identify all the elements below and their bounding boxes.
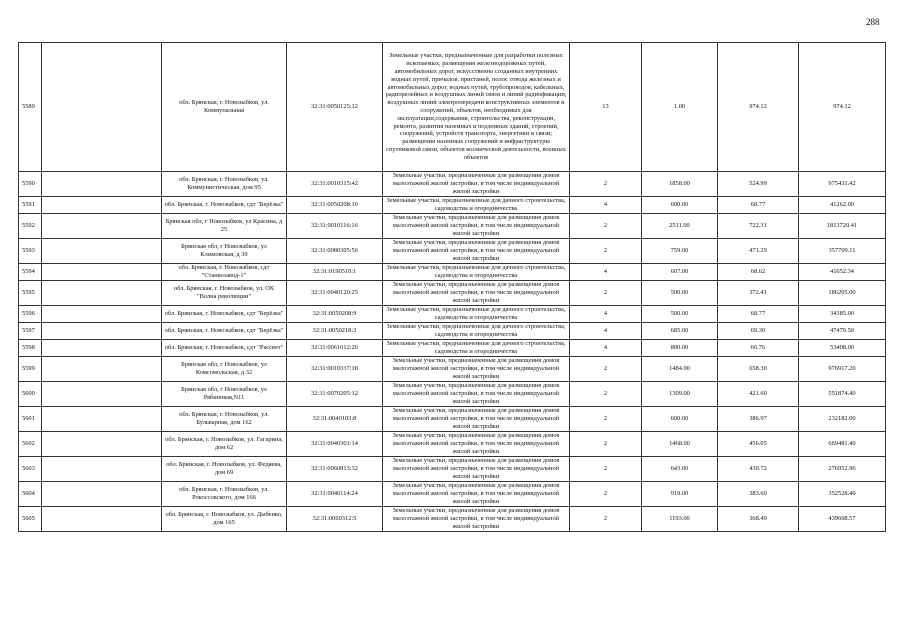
specific-value-cell: 69.30	[718, 323, 799, 340]
table-row	[19, 482, 886, 507]
row-number-cell: 5593	[19, 239, 42, 264]
group-cell: 4	[570, 306, 642, 323]
empty-cell	[42, 264, 162, 281]
cadastral-number-cell: 32:31:0050208:9	[287, 306, 383, 323]
row-number-cell: 5602	[19, 432, 42, 457]
cadastral-number-cell: 32:31:0050218:3	[287, 323, 383, 340]
land-use-cell: Земельные участки, предназначенные для дачного строительства, садоводства и огородничества	[383, 323, 570, 340]
land-use-cell: Земельные участки, предназначенные для размещения домов малоэтажной жилой застройки, в том числе индивидуальной жилой застройки	[383, 457, 570, 482]
empty-cell	[42, 323, 162, 340]
row-number-cell: 5604	[19, 482, 42, 507]
area-cell: 1309.00	[642, 382, 718, 407]
specific-value-cell: 421.60	[718, 382, 799, 407]
address-cell: обл. Брянская, г. Новозыбков, ул. Федяева, дом 69	[162, 457, 287, 482]
land-use-cell: Земельные участки, предназначенные для размещения домов малоэтажной жилой застройки, в том числе индивидуальной жилой застройки	[383, 281, 570, 306]
row-number-cell: 5595	[19, 281, 42, 306]
land-use-cell: Земельные участки, предназначенные для размещения домов малоэтажной жилой застройки, в том числе индивидуальной жилой застройки	[383, 172, 570, 197]
address-cell: обл. Брянская, г. Новозыбков, ул. Коммунистическая, дом 95	[162, 172, 287, 197]
cadastral-number-cell: 32:31:0070205:12	[287, 382, 383, 407]
row-number-cell: 5589	[19, 43, 42, 172]
table-row	[19, 43, 886, 172]
land-use-cell: Земельные участки, предназначенные для размещения домов малоэтажной жилой застройки, в том числе индивидуальной жилой застройки	[383, 357, 570, 382]
cadastral-value-cell: 41262.00	[799, 197, 886, 214]
row-number-cell: 5600	[19, 382, 42, 407]
group-cell: 2	[570, 407, 642, 432]
specific-value-cell: 368.49	[718, 507, 799, 532]
specific-value-cell: 471.29	[718, 239, 799, 264]
group-cell: 4	[570, 323, 642, 340]
area-cell: 643.00	[642, 457, 718, 482]
cadastral-number-cell: 32:31:0190510:1	[287, 264, 383, 281]
cadastral-value-cell: 976917.20	[799, 357, 886, 382]
group-cell: 2	[570, 432, 642, 457]
cadastral-number-cell: 32:31:0060312:5	[287, 507, 383, 532]
address-cell: Брянская обл, г Новозыбков, ул Комсомольская, д 32	[162, 357, 287, 382]
address-cell: обл. Брянская, г. Новозыбков, сдт "Берёзка"	[162, 197, 287, 214]
page-number: 288	[866, 17, 880, 27]
cadastral-number-cell: 32:31:0010116:16	[287, 214, 383, 239]
empty-cell	[42, 432, 162, 457]
specific-value-cell: 68.62	[718, 264, 799, 281]
empty-cell	[42, 457, 162, 482]
table-row	[19, 214, 886, 239]
specific-value-cell: 430.72	[718, 457, 799, 482]
group-cell: 2	[570, 382, 642, 407]
cadastral-value-cell: 276952.96	[799, 457, 886, 482]
cadastral-value-cell: 232182.00	[799, 407, 886, 432]
row-number-cell: 5599	[19, 357, 42, 382]
address-cell: Брянская обл, г Новозыбков, ул Рябиновая,N11	[162, 382, 287, 407]
cadastral-value-cell: 551874.40	[799, 382, 886, 407]
land-use-cell: Земельные участки, предназначенные для дачного строительства, садоводства и огородничества	[383, 197, 570, 214]
group-cell: 2	[570, 482, 642, 507]
cadastral-value-cell: 34385.00	[799, 306, 886, 323]
land-use-cell: Земельные участки, предназначенные для размещения домов малоэтажной жилой застройки, в том числе индивидуальной жилой застройки	[383, 239, 570, 264]
area-cell: 919.00	[642, 482, 718, 507]
specific-value-cell: 372.41	[718, 281, 799, 306]
address-cell: обл. Брянская, г. Новозыбков, ул. Бульварная, дом 162	[162, 407, 287, 432]
address-cell: обл. Брянская, г. Новозыбков, ул. Коммунальная	[162, 43, 287, 172]
cadastral-value-cell: 53408.00	[799, 340, 886, 357]
table-row	[19, 507, 886, 532]
cadastral-number-cell: 32:31:0040114:24	[287, 482, 383, 507]
area-cell: 607.00	[642, 264, 718, 281]
area-cell: 1.00	[642, 43, 718, 172]
group-cell: 4	[570, 197, 642, 214]
cadastral-number-cell: 32:31:0010315:42	[287, 172, 383, 197]
land-use-cell: Земельные участки, предназначенные для размещения домов малоэтажной жилой застройки, в том числе индивидуальной жилой застройки	[383, 407, 570, 432]
table-row	[19, 306, 886, 323]
empty-cell	[42, 340, 162, 357]
row-number-cell: 5597	[19, 323, 42, 340]
specific-value-cell: 722.31	[718, 214, 799, 239]
cadastral-value-cell: 352528.40	[799, 482, 886, 507]
cadastral-number-cell: 32:31:0080305:56	[287, 239, 383, 264]
row-number-cell: 5596	[19, 306, 42, 323]
group-cell: 4	[570, 264, 642, 281]
row-number-cell: 5591	[19, 197, 42, 214]
area-cell: 685.00	[642, 323, 718, 340]
area-cell: 2511.00	[642, 214, 718, 239]
cadastral-number-cell: 32:31:0010337:18	[287, 357, 383, 382]
land-use-cell: Земельные участки, предназначенные для размещения домов малоэтажной жилой застройки, в том числе индивидуальной жилой застройки	[383, 507, 570, 532]
address-cell: Брянская обл, г Новозыбков, ул Красина, д 25	[162, 214, 287, 239]
address-cell: обл. Брянская, г. Новозыбков, ул. Рокоссовского, дом 166	[162, 482, 287, 507]
group-cell: 2	[570, 214, 642, 239]
group-cell: 2	[570, 281, 642, 306]
specific-value-cell: 658.30	[718, 357, 799, 382]
empty-cell	[42, 306, 162, 323]
area-cell: 1468.00	[642, 432, 718, 457]
cadastral-value-cell: 669481.40	[799, 432, 886, 457]
area-cell: 500.00	[642, 281, 718, 306]
table-row	[19, 457, 886, 482]
empty-cell	[42, 281, 162, 306]
cadastral-number-cell: 32:31:0060813:32	[287, 457, 383, 482]
group-cell: 2	[570, 172, 642, 197]
address-cell: обл. Брянская, г. Новозыбков, ул. Гагарина, дом 62	[162, 432, 287, 457]
land-use-cell: Земельные участки, предназначенные для разработки полезных ископаемых, размещения железнодорожных путей, автомобильных дорог, искусственно созданных внутренних водных путей, причалов, пристаней, полос отвода железных и автомобильных дорог, водных путей, трубопроводов, кабельных, радиорелейных и воздушных линий связи и линий радиофикации, воздушных линий электропередачи конструктивных элементов и сооружений, объектов, необходимых для эксплуатации,содержания, строительства, реконструкции, ремонта, развития наземных и подземных зданий, строений, сооружений, устройств транспорта, энергетики и связи; размещения наземных сооружений и инфраструктуры спутниковой связи, объектов космической деятельности, военных объектов	[383, 43, 570, 172]
table-row	[19, 197, 886, 214]
table-row	[19, 323, 886, 340]
cadastral-value-cell: 975431.42	[799, 172, 886, 197]
group-cell: 4	[570, 340, 642, 357]
group-cell: 13	[570, 43, 642, 172]
cadastral-value-cell: 186205.00	[799, 281, 886, 306]
specific-value-cell: 383.60	[718, 482, 799, 507]
empty-cell	[42, 239, 162, 264]
row-number-cell: 5601	[19, 407, 42, 432]
cadastral-number-cell: 32:31:0040120:25	[287, 281, 383, 306]
table-row	[19, 432, 886, 457]
table-row	[19, 239, 886, 264]
specific-value-cell: 66.76	[718, 340, 799, 357]
table-body	[19, 43, 886, 532]
group-cell: 2	[570, 507, 642, 532]
cadastral-value-cell: 1813720.41	[799, 214, 886, 239]
row-number-cell: 5603	[19, 457, 42, 482]
area-cell: 1193.00	[642, 507, 718, 532]
cadastral-number-cell: 32:31:0061012:26	[287, 340, 383, 357]
table-row	[19, 172, 886, 197]
cadastral-number-cell: 32:31:0040103:8	[287, 407, 383, 432]
table-row	[19, 340, 886, 357]
cadastral-value-cell: 439608.57	[799, 507, 886, 532]
empty-cell	[42, 43, 162, 172]
land-use-cell: Земельные участки, предназначенные для размещения домов малоэтажной жилой застройки, в том числе индивидуальной жилой застройки	[383, 382, 570, 407]
cadastral-number-cell: 32:31:0050125:12	[287, 43, 383, 172]
address-cell: Брянская обл, г Новозыбков, ул Климовская, д 39	[162, 239, 287, 264]
row-number-cell: 5605	[19, 507, 42, 532]
specific-value-cell: 456.05	[718, 432, 799, 457]
area-cell: 600.00	[642, 407, 718, 432]
area-cell: 600.00	[642, 197, 718, 214]
specific-value-cell: 524.99	[718, 172, 799, 197]
empty-cell	[42, 172, 162, 197]
empty-cell	[42, 482, 162, 507]
table-row	[19, 357, 886, 382]
land-use-cell: Земельные участки, предназначенные для размещения домов малоэтажной жилой застройки, в том числе индивидуальной жилой застройки	[383, 432, 570, 457]
address-cell: обл. Брянская, г. Новозыбков, ул. ОХ "Волна революции"	[162, 281, 287, 306]
land-use-cell: Земельные участки, предназначенные для дачного строительства, садоводства и огородничества	[383, 340, 570, 357]
cadastral-value-table	[18, 42, 886, 532]
address-cell: обл. Брянская, г. Новозыбков, сдт "Станкозавод-1"	[162, 264, 287, 281]
area-cell: 1858.00	[642, 172, 718, 197]
specific-value-cell: 386.97	[718, 407, 799, 432]
cadastral-value-cell: 357709.11	[799, 239, 886, 264]
empty-cell	[42, 357, 162, 382]
cadastral-value-cell: 974.12	[799, 43, 886, 172]
land-use-cell: Земельные участки, предназначенные для размещения домов малоэтажной жилой застройки, в том числе индивидуальной жилой застройки	[383, 482, 570, 507]
address-cell: обл. Брянская, г. Новозыбков, сдт "Рассвет"	[162, 340, 287, 357]
cadastral-number-cell: 32:31:0050208:10	[287, 197, 383, 214]
empty-cell	[42, 507, 162, 532]
specific-value-cell: 68.77	[718, 197, 799, 214]
table-row	[19, 264, 886, 281]
row-number-cell: 5598	[19, 340, 42, 357]
cadastral-number-cell: 32:31:0040301:14	[287, 432, 383, 457]
group-cell: 2	[570, 457, 642, 482]
address-cell: обл. Брянская, г. Новозыбков, сдт "Берёзка"	[162, 323, 287, 340]
address-cell: обл. Брянская, г. Новозыбков, ул. Дыбенко, дом 165	[162, 507, 287, 532]
table-row	[19, 407, 886, 432]
land-use-cell: Земельные участки, предназначенные для размещения домов малоэтажной жилой застройки, в том числе индивидуальной жилой застройки	[383, 214, 570, 239]
area-cell: 1484.00	[642, 357, 718, 382]
area-cell: 800.00	[642, 340, 718, 357]
specific-value-cell: 974.12	[718, 43, 799, 172]
land-use-cell: Земельные участки, предназначенные для дачного строительства, садоводства и огородничества	[383, 306, 570, 323]
row-number-cell: 5594	[19, 264, 42, 281]
table-row	[19, 382, 886, 407]
empty-cell	[42, 197, 162, 214]
row-number-cell: 5590	[19, 172, 42, 197]
empty-cell	[42, 382, 162, 407]
empty-cell	[42, 214, 162, 239]
area-cell: 500.00	[642, 306, 718, 323]
cadastral-value-cell: 47470.50	[799, 323, 886, 340]
group-cell: 2	[570, 357, 642, 382]
empty-cell	[42, 407, 162, 432]
group-cell: 2	[570, 239, 642, 264]
cadastral-value-cell: 41652.34	[799, 264, 886, 281]
table-row	[19, 281, 886, 306]
land-use-cell: Земельные участки, предназначенные для дачного строительства, садоводства и огородничества	[383, 264, 570, 281]
specific-value-cell: 68.77	[718, 306, 799, 323]
area-cell: 759.00	[642, 239, 718, 264]
row-number-cell: 5592	[19, 214, 42, 239]
address-cell: обл. Брянская, г. Новозыбков, сдт "Берёзка"	[162, 306, 287, 323]
